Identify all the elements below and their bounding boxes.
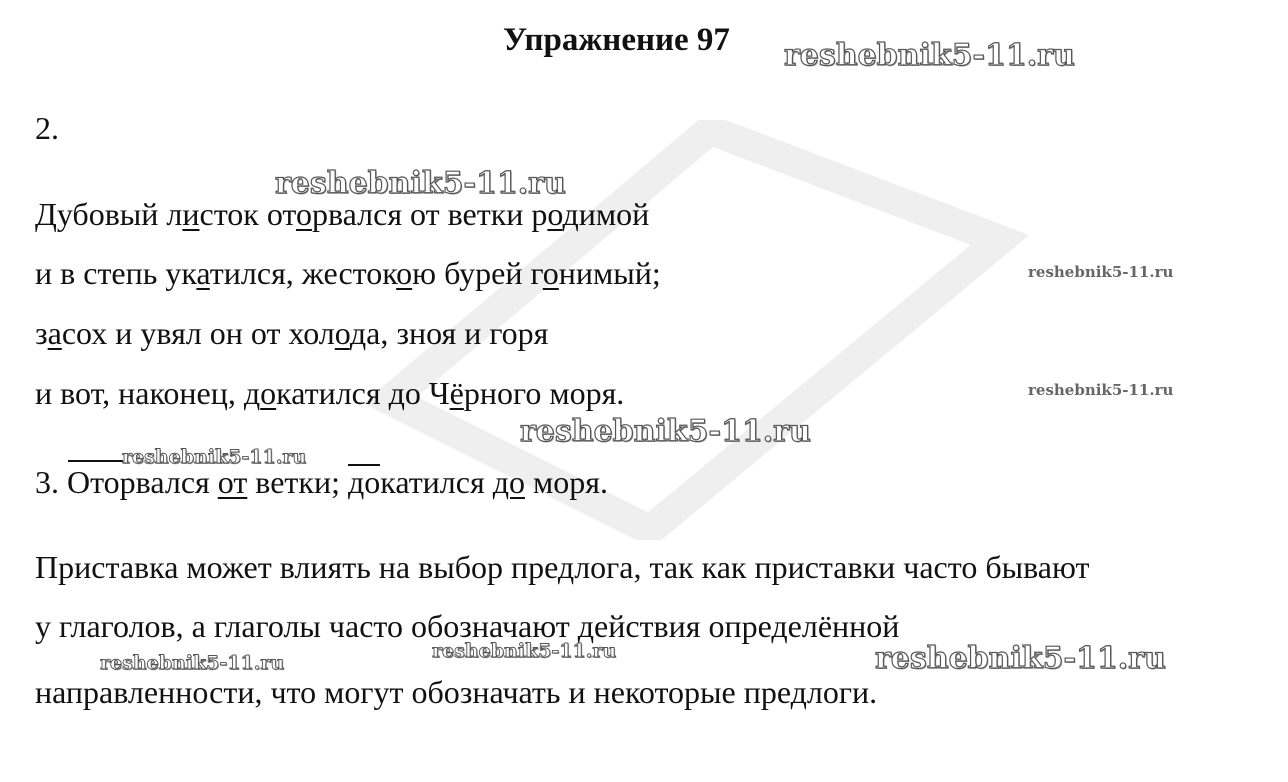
poem-line-2: и в степь укатился, жестокою бурей гонимый; <box>35 255 661 291</box>
watermark-logo: reshebnik5-11.ru <box>275 166 566 201</box>
watermark-logo: reshebnik5-11.ru <box>100 652 285 674</box>
watermark-logo: reshebnik5-11.ru <box>875 641 1166 676</box>
exercise-title: Упражнение 97 <box>503 22 730 58</box>
poem-line-1: Дубовый листок оторвался от ветки родимой <box>35 196 650 232</box>
section-number-2: 2. <box>35 110 59 146</box>
poem-line-3: засох и увял он от холода, зноя и горя <box>35 315 549 351</box>
watermark-logo: reshebnik5-11.ru <box>432 640 617 662</box>
poem-line-4: и вот, наконец, докатился до Чёрного моря. <box>35 375 625 411</box>
watermark-logo: reshebnik5-11.ru <box>784 38 1075 73</box>
section-3-line: 3. Оторвался от ветки; докатился до моря. <box>35 464 608 500</box>
watermark-logo: reshebnik5-11.ru <box>122 446 307 468</box>
explanation-line-1: Приставка может влиять на выбор предлога, так как приставки часто бывают <box>35 549 1090 585</box>
explanation-line-3: направленности, что могут обозначать и некоторые предлоги. <box>35 674 878 710</box>
watermark-logo: reshebnik5-11.ru <box>1028 381 1174 399</box>
watermark-logo: reshebnik5-11.ru <box>520 414 811 449</box>
explanation-line-2: у глаголов, а глаголы часто обозначают действия определённой <box>35 608 900 644</box>
watermark-logo: reshebnik5-11.ru <box>1028 263 1174 281</box>
